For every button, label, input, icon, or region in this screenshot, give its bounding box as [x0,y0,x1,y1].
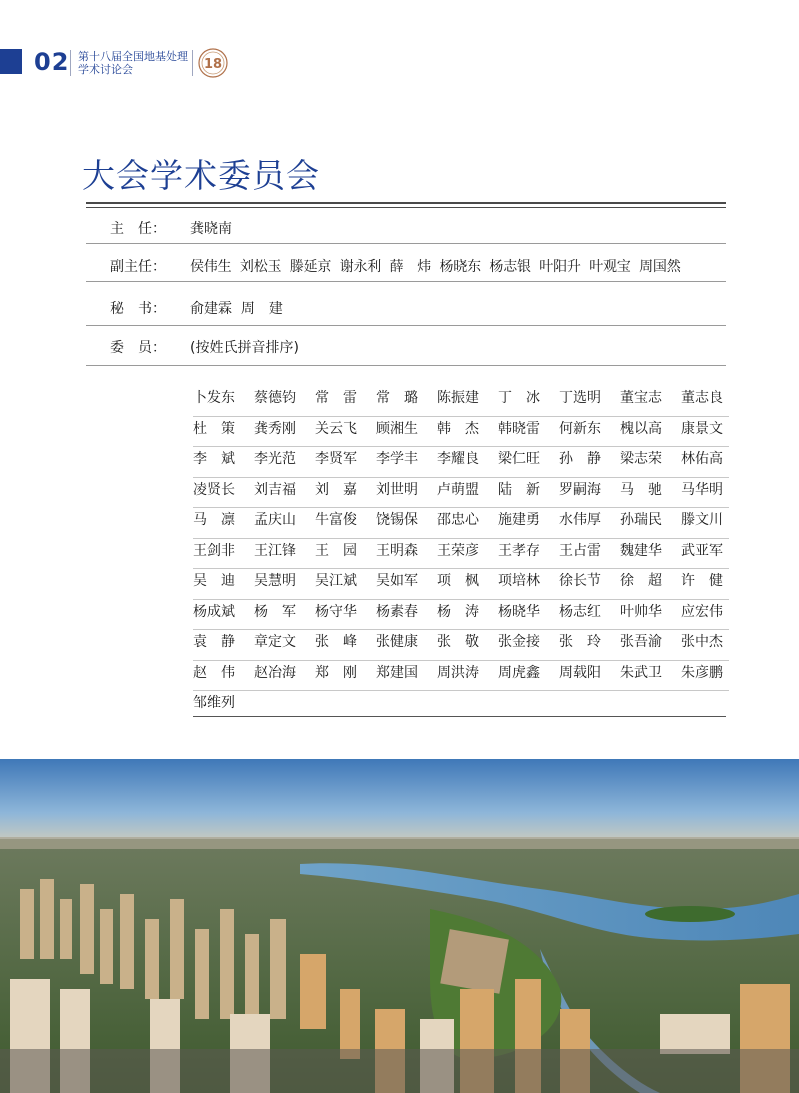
member-name: 朱武卫 [620,664,662,681]
member-name: 水伟厚 [559,512,601,528]
member-name: 杨晓华 [498,603,540,620]
member-name: 孟庆山 [254,512,296,528]
member-row [193,417,729,448]
member-name: 韩 杰 [437,420,479,437]
member-name: 刘 嘉 [315,481,357,498]
member-name: 董宝志 [620,390,662,406]
member-name: 常 雷 [315,390,357,406]
member-name: 顾湘生 [376,420,418,437]
member-name: 许 健 [681,573,723,589]
member-name: 张金接 [498,634,540,650]
member-name: 章定文 [254,634,296,650]
conference-logo-icon [198,48,228,78]
member-name: 槐以高 [620,420,662,437]
member-name: 王孝存 [498,542,540,559]
member-row [193,447,729,478]
member-row [193,539,729,570]
member-name: 魏建华 [620,542,662,559]
member-name: 龚秀刚 [254,420,296,437]
role-label-chair: 主 任： [110,221,166,237]
member-name: 周虎鑫 [498,664,540,681]
member-name: 陈振建 [437,390,479,406]
member-name: 董志良 [681,390,723,406]
member-name: 周载阳 [559,664,601,681]
member-row [193,478,729,509]
member-name: 张 敬 [437,634,479,650]
member-name: 杨 军 [254,603,296,620]
member-row [193,569,729,600]
header-divider [70,50,71,76]
role-label-members: 委 员： [110,340,166,356]
member-name: 应宏伟 [681,603,723,620]
role-label-vice-chair: 副主任： [110,259,166,275]
member-name: 卢萌盟 [437,481,479,498]
member-name: 李 斌 [193,451,235,467]
member-name: 王明森 [376,542,418,559]
member-name: 吴如军 [376,573,418,589]
role-label-secretary: 秘 书： [110,301,166,317]
member-row [193,630,729,661]
member-name: 李贤军 [315,451,357,467]
member-name: 马华明 [681,481,723,498]
member-name: 袁 静 [193,634,235,650]
member-name: 丁 冰 [498,390,540,406]
member-name: 杨志红 [559,603,601,620]
member-name: 刘吉福 [254,481,296,498]
member-row [193,508,729,539]
member-name: 张中杰 [681,634,723,650]
page-number: 02 [34,48,70,76]
member-name: 郑 刚 [315,664,357,681]
member-name: 李耀良 [437,451,479,467]
member-name: 李学丰 [376,451,418,467]
conference-title-line2: 学术讨论会 [78,63,133,76]
member-name: 王荣彦 [437,542,479,559]
page-title: 大会学术委员会 [82,156,320,195]
role-value-members-note: (按姓氏拼音排序) [190,340,299,356]
member-name: 武亚军 [681,542,723,559]
member-name: 凌贤长 [193,481,235,498]
member-name: 杨守华 [315,603,357,620]
member-name: 林佑高 [681,451,723,467]
member-name: 邹维列 [193,695,235,711]
member-name: 王 园 [315,542,357,559]
member-name: 张吾渝 [620,634,662,650]
member-name: 杨成斌 [193,603,235,620]
member-name: 朱彦鹏 [681,664,723,681]
member-name: 杜 策 [193,420,235,437]
member-name: 牛富俊 [315,512,357,528]
member-name: 吴江斌 [315,573,357,589]
member-name: 孙 静 [559,451,601,467]
member-name: 吴慧明 [254,573,296,589]
member-name: 饶锡保 [376,512,418,528]
member-name: 王剑非 [193,542,235,559]
member-name: 陆 新 [498,481,540,498]
member-name: 梁仁旺 [498,451,540,467]
member-name: 韩晓雷 [498,420,540,437]
member-name: 杨 涛 [437,603,479,620]
member-name: 马 驰 [620,481,662,498]
conference-title [78,50,188,76]
member-name: 滕文川 [681,512,723,528]
member-name: 张 峰 [315,634,357,650]
member-name: 叶帅华 [620,603,662,620]
member-name: 马 凛 [193,512,235,528]
row-divider [86,325,726,326]
row-divider [86,365,726,366]
member-name: 郑建国 [376,664,418,681]
member-name: 施建勇 [498,512,540,528]
member-name: 何新东 [559,420,601,437]
city-aerial-photo [0,759,799,1093]
member-name: 张 玲 [559,634,601,650]
row-divider [86,243,726,244]
member-name: 徐 超 [620,573,662,589]
member-name: 赵 伟 [193,664,235,681]
title-rule-thick [86,202,726,204]
conference-title-line1: 第十八届全国地基处理 [78,50,188,63]
member-name: 梁志荣 [620,451,662,467]
member-name: 张健康 [376,634,418,650]
role-value-vice-chair: 侯伟生 刘松玉 滕延京 谢永利 薛 炜 杨晓东 杨志银 叶阳升 叶观宝 周国然 [190,259,681,275]
member-name: 杨素春 [376,603,418,620]
member-name: 李光范 [254,451,296,467]
member-name: 康景文 [681,420,723,437]
member-name: 蔡德钧 [254,390,296,406]
role-value-chair: 龚晓南 [190,221,232,237]
header-color-block [0,49,22,74]
member-row [193,386,729,417]
member-name: 徐长节 [559,573,601,589]
member-name: 卜发东 [193,390,235,406]
title-rule-thin [86,207,726,208]
row-divider [86,281,726,282]
member-row [193,661,729,692]
member-name: 赵冶海 [254,664,296,681]
member-name: 关云飞 [315,420,357,437]
member-name: 项 枫 [437,573,479,589]
member-name: 刘世明 [376,481,418,498]
member-row [193,600,729,631]
member-name: 吴 迪 [193,573,235,589]
member-name: 王占雷 [559,542,601,559]
member-name: 孙瑞民 [620,512,662,528]
member-name: 罗嗣海 [559,481,601,498]
grid-bottom-rule [193,716,726,717]
role-value-secretary: 俞建霖 周 建 [190,301,283,317]
member-name: 丁选明 [559,390,601,406]
header-divider-2 [192,50,193,76]
logo-number: 18 [203,57,223,72]
member-name-grid [193,386,729,722]
member-name: 项培林 [498,573,540,589]
member-name: 王江锋 [254,542,296,559]
member-name: 周洪涛 [437,664,479,681]
member-name: 常 璐 [376,390,418,406]
member-name: 邵忠心 [437,512,479,528]
